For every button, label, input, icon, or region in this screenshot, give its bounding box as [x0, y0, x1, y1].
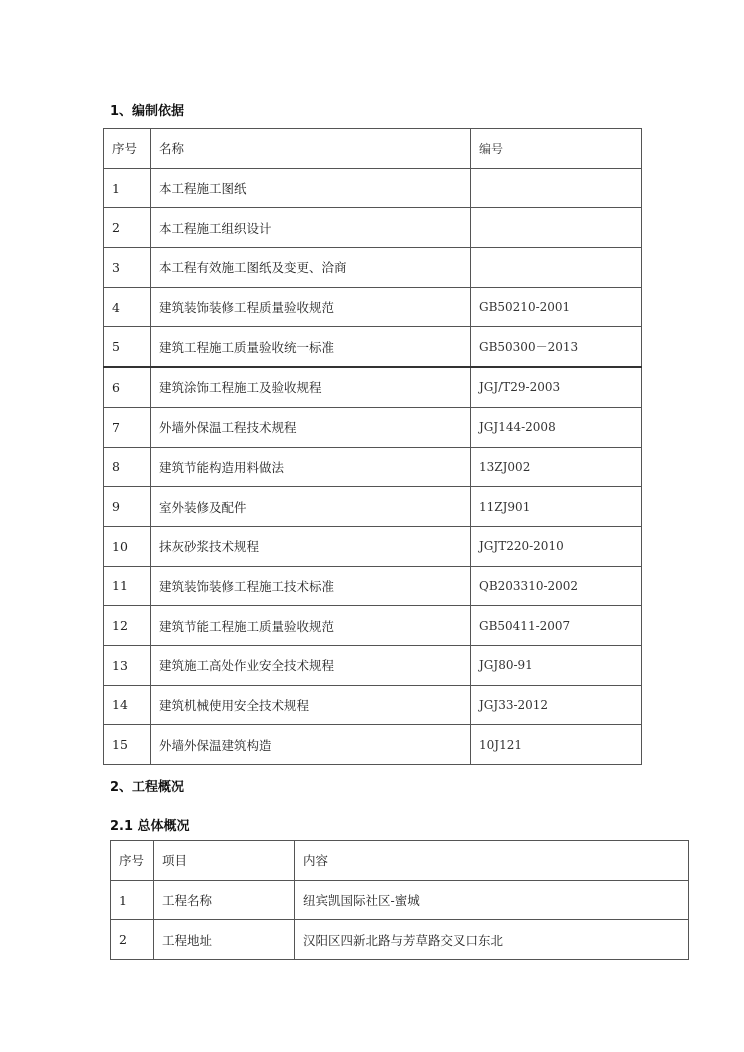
- table-row: [104, 248, 642, 288]
- table-row: [104, 447, 642, 487]
- index-cell: 8: [104, 447, 151, 487]
- name-cell: 建筑工程施工质量验收统一标准: [151, 327, 471, 367]
- table-row: [104, 367, 642, 407]
- section-2-1-heading: 2.1 总体概况: [110, 819, 190, 834]
- name-cell: 抹灰砂浆技术规程: [151, 526, 471, 566]
- name-cell: 建筑节能构造用料做法: [151, 447, 471, 487]
- table-row: [111, 880, 689, 920]
- table-header-row: [111, 841, 689, 881]
- section-1-heading: 1、编制依据: [110, 104, 185, 119]
- name-cell: 本工程施工图纸: [151, 168, 471, 208]
- code-cell: JGJ/T29-2003: [471, 367, 642, 407]
- section-2-heading: 2、工程概况: [110, 780, 185, 795]
- item-cell: 项目: [154, 841, 295, 881]
- index-cell: 11: [104, 566, 151, 606]
- table-row: [104, 407, 642, 447]
- name-cell: 外墙外保温工程技术规程: [151, 407, 471, 447]
- code-cell: [471, 248, 642, 288]
- table-row: [104, 685, 642, 725]
- name-cell: 建筑施工高处作业安全技术规程: [151, 645, 471, 685]
- name-cell: 室外装修及配件: [151, 487, 471, 527]
- code-cell: 11ZJ901: [471, 487, 642, 527]
- content-cell: 汉阳区四新北路与芳草路交叉口东北: [295, 920, 689, 960]
- item-cell: 工程地址: [154, 920, 295, 960]
- table-row: [104, 168, 642, 208]
- index-cell: 2: [104, 208, 151, 248]
- name-cell: 建筑装饰装修工程施工技术标准: [151, 566, 471, 606]
- code-cell: 10J121: [471, 725, 642, 765]
- index-cell: 15: [104, 725, 151, 765]
- table-header-row: [104, 129, 642, 169]
- table-row: [104, 566, 642, 606]
- name-cell: 外墙外保温建筑构造: [151, 725, 471, 765]
- table-row: [104, 526, 642, 566]
- code-cell: GB50210-2001: [471, 287, 642, 327]
- name-cell: 建筑节能工程施工质量验收规范: [151, 606, 471, 646]
- index-cell: 6: [104, 367, 151, 407]
- table-row: [104, 606, 642, 646]
- table-row: [104, 327, 642, 367]
- index-cell: 13: [104, 645, 151, 685]
- index-cell: 1: [111, 880, 154, 920]
- code-cell: JGJT220-2010: [471, 526, 642, 566]
- table-row: [104, 287, 642, 327]
- code-cell: [471, 168, 642, 208]
- table-row: [104, 208, 642, 248]
- code-cell: GB50300－2013: [471, 327, 642, 367]
- index-cell: 序号: [104, 129, 151, 169]
- code-cell: JGJ144-2008: [471, 407, 642, 447]
- code-cell: JGJ33-2012: [471, 685, 642, 725]
- name-cell: 本工程施工组织设计: [151, 208, 471, 248]
- index-cell: 10: [104, 526, 151, 566]
- name-cell: 本工程有效施工图纸及变更、洽商: [151, 248, 471, 288]
- code-cell: JGJ80-91: [471, 645, 642, 685]
- item-cell: 工程名称: [154, 880, 295, 920]
- code-cell: [471, 208, 642, 248]
- index-cell: 12: [104, 606, 151, 646]
- table-row: [104, 725, 642, 765]
- name-cell: 建筑机械使用安全技术规程: [151, 685, 471, 725]
- name-cell: 名称: [151, 129, 471, 169]
- code-cell: GB50411-2007: [471, 606, 642, 646]
- code-cell: QB203310-2002: [471, 566, 642, 606]
- content-cell: 内容: [295, 841, 689, 881]
- table-row: [104, 645, 642, 685]
- table-row: [111, 920, 689, 960]
- index-cell: 4: [104, 287, 151, 327]
- index-cell: 7: [104, 407, 151, 447]
- index-cell: 14: [104, 685, 151, 725]
- code-cell: 编号: [471, 129, 642, 169]
- index-cell: 序号: [111, 841, 154, 881]
- index-cell: 5: [104, 327, 151, 367]
- name-cell: 建筑涂饰工程施工及验收规程: [151, 367, 471, 407]
- overview-table: [110, 840, 689, 960]
- index-cell: 2: [111, 920, 154, 960]
- index-cell: 9: [104, 487, 151, 527]
- table-row: [104, 487, 642, 527]
- index-cell: 3: [104, 248, 151, 288]
- content-cell: 纽宾凯国际社区-蜜城: [295, 880, 689, 920]
- basis-table: [103, 128, 642, 765]
- code-cell: 13ZJ002: [471, 447, 642, 487]
- index-cell: 1: [104, 168, 151, 208]
- name-cell: 建筑装饰装修工程质量验收规范: [151, 287, 471, 327]
